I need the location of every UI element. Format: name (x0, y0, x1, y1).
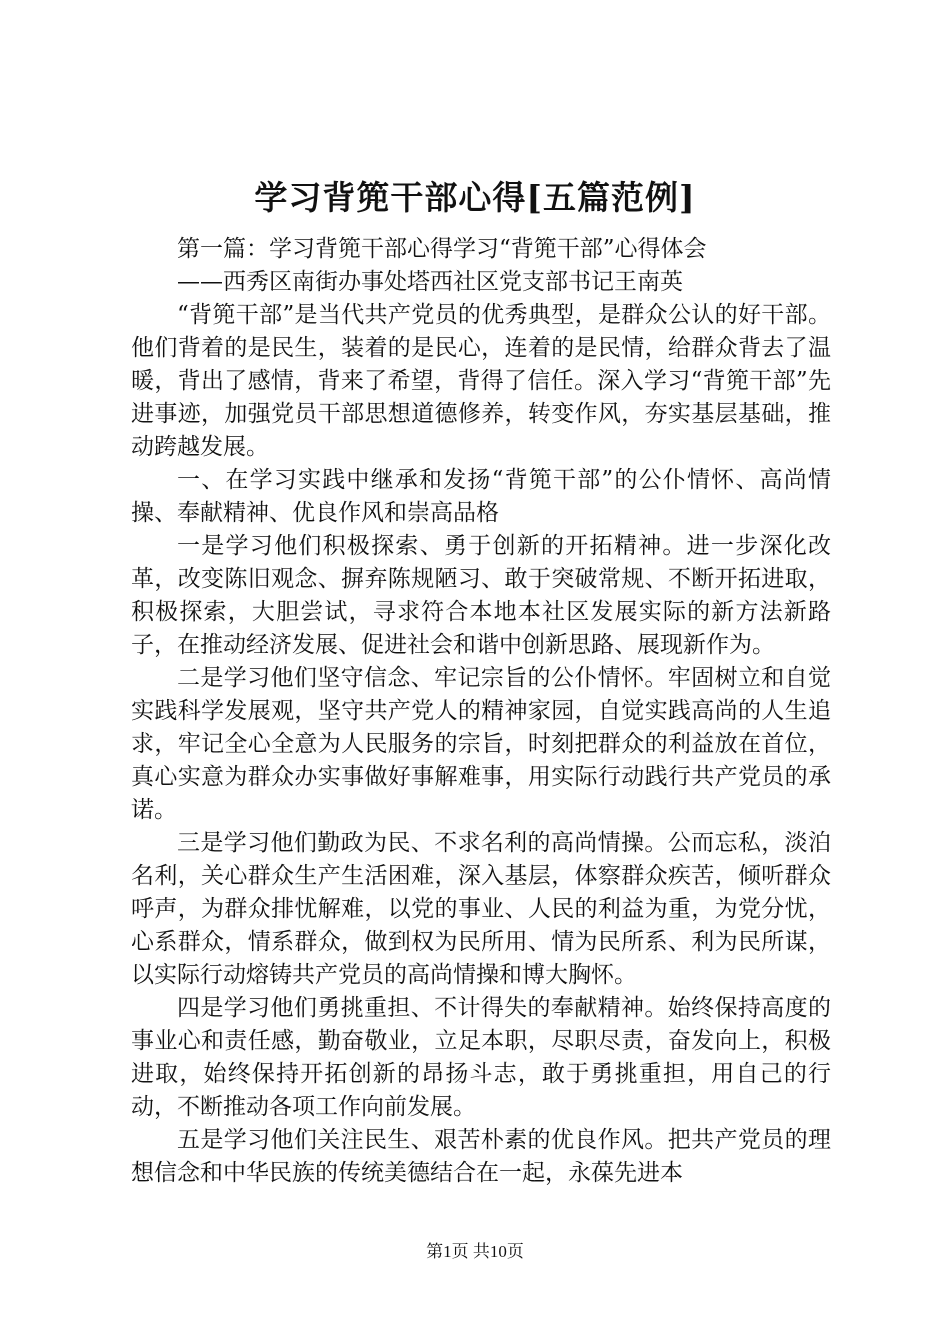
document-title: 学习背篼干部心得[五篇范例] (254, 178, 696, 217)
document-body (131, 233, 831, 1190)
paragraph: 五是学习他们关注民生、艰苦朴素的优良作风。把共产党员的理想信念和中华民族的传统美德结合在一起，永葆先进本 (131, 1127, 831, 1186)
page-number: 第1页 共10页 (426, 1242, 524, 1261)
paragraph: “背篼干部”是当代共产党员的优秀典型，是群众公认的好干部。他们背着的是民生，装着的是民心，连着的是民情，给群众背去了温暖，背出了感情，背来了希望，背得了信任。深入学习“背篼干部”先进事迹，加强党员干部思想道德修养，转变作风，夯实基层基础，推动跨越发展。 (131, 302, 831, 460)
paragraph: 二是学习他们坚守信念、牢记宗旨的公仆情怀。牢固树立和自觉实践科学发展观，坚守共产党人的精神家园，自觉实践高尚的人生追求，牢记全心全意为人民服务的宗旨，时刻把群众的利益放在首位，真心实意为群众办实事做好事解难事，用实际行动践行共产党员的承诺。 (131, 665, 831, 823)
subheading-line-1: 第一篇：学习背篼干部心得学习“背篼干部”心得体会 (177, 236, 707, 262)
paragraph: 一、在学习实践中继承和发扬“背篼干部”的公仆情怀、高尚情操、奉献精神、优良作风和崇高品格 (131, 467, 831, 526)
subheading-line-2: ——西秀区南街办事处塔西社区党支部书记王南英 (177, 269, 683, 295)
paragraph: 一是学习他们积极探索、勇于创新的开拓精神。进一步深化改革，改变陈旧观念、摒弃陈规陋习、敢于突破常规、不断开拓进取，积极探索，大胆尝试，寻求符合本地本社区发展实际的新方法新路子，在推动经济发展、促进社会和谐中创新思路、展现新作为。 (131, 533, 831, 658)
paragraph: 三是学习他们勤政为民、不求名利的高尚情操。公而忘私，淡泊名利，关心群众生产生活困难，深入基层，体察群众疾苦，倾听群众呼声，为群众排忧解难，以党的事业、人民的利益为重，为党分忧，心系群众，情系群众，做到权为民所用、情为民所系、利为民所谋，以实际行动熔铸共产党员的高尚情操和博大胸怀。 (131, 830, 831, 988)
paragraph: 四是学习他们勇挑重担、不计得失的奉献精神。始终保持高度的事业心和责任感，勤奋敬业，立足本职，尽职尽责，奋发向上，积极进取，始终保持开拓创新的昂扬斗志，敢于勇挑重担，用自己的行动，不断推动各项工作向前发展。 (131, 995, 831, 1120)
